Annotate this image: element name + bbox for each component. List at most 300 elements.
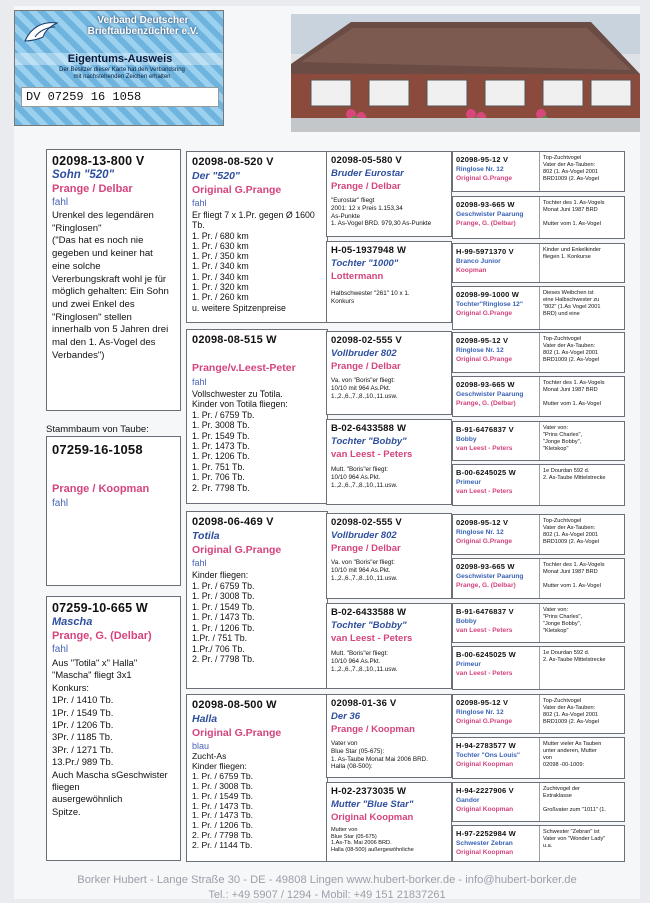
phone-footer: Tel.: +49 5907 / 1294 - Mobil: +49 151 21837261: [208, 889, 446, 901]
breeder-name: Prange / Delbar: [331, 181, 401, 192]
text-line: Tochter des 1. As-Vogels: [543, 562, 605, 568]
text-line: 2. Pr. / 1144 Tb.: [192, 840, 253, 851]
text-line: Zucht-As: [192, 751, 227, 761]
pigeon-name: Geschwister Paarung: [456, 573, 524, 580]
text-line: 2001: 12 x Preis 1.153,34: [331, 204, 403, 212]
text-line: Top-Zuchtvogel: [543, 336, 582, 342]
pigeon-name: Der 36: [331, 711, 361, 722]
text-line: Halbschwester "261" 10 x 1.: [331, 290, 410, 297]
ancestor-card: [326, 331, 452, 415]
text-line: Spitze.: [52, 805, 81, 817]
pigeon-name: Schwester Zebran: [456, 840, 513, 847]
ring-number: H-99-5971370 V: [456, 247, 514, 256]
card-id-section: [456, 518, 536, 545]
text-line: "Prins Charles",: [543, 614, 583, 621]
card-id-section: [456, 200, 536, 227]
text-line: As-Punkte: [331, 212, 361, 220]
description: [331, 466, 447, 489]
text-line: mal den 1. As-Vogel des: [52, 337, 156, 349]
description: [543, 380, 625, 408]
breeder-name: Prange, G. (Delbar): [456, 582, 516, 589]
card-divider: [539, 465, 540, 505]
text-line: und zwei Enkel des: [52, 298, 135, 310]
card-id-section: [456, 380, 536, 407]
text-line: Tochter des 1. As-Vogels: [543, 200, 605, 206]
card-id-section: [456, 468, 536, 495]
breeder-name: van Leest - Peters: [456, 670, 513, 677]
pigeon-name: Vollbruder 802: [331, 348, 397, 359]
pigeon-logo-icon: [21, 17, 61, 49]
text-line: Vater der As-Tauben:: [543, 162, 596, 169]
card-divider: [539, 647, 540, 689]
text-line: BRD1009 (2. As-Vogel: [543, 719, 599, 726]
text-line: 1. Pr. / 1473 Tb.: [192, 800, 253, 811]
text-line: Blue Star (05-675):: [331, 747, 385, 755]
text-line: Mutt. "Boris"er fliegt:: [331, 650, 388, 657]
description: [331, 377, 447, 400]
text-line: 1. Pr. 1206 Tb.: [192, 451, 250, 462]
feather-color: blau: [192, 741, 210, 751]
breeder-name: Original G.Prange: [456, 356, 513, 363]
text-line: Top-Zuchtvogel: [543, 698, 582, 704]
pigeon-name: Bobby: [456, 618, 477, 625]
text-line: 1.As-Tb. Mai 2006 BRD.: [331, 840, 392, 847]
text-line: 1. Pr. / 3008 Tb.: [192, 780, 253, 791]
feather-color: fahl: [192, 198, 207, 208]
text-line: Blue Star (05-675): [331, 833, 377, 840]
text-line: Mutter von: [331, 827, 358, 833]
breeder-name: van Leest - Peters: [456, 627, 513, 634]
text-line: Vater der As-Tauben:: [543, 525, 596, 532]
text-line: 1. Pr. / 1473 Tb.: [192, 810, 253, 821]
pigeon-name: Ringlose Nr. 12: [456, 529, 504, 536]
text-line: 1. Pr. 1473 Tb.: [192, 441, 250, 452]
ancestor-card: [326, 694, 452, 778]
text-line: innerhalb von 5 Jahren drei: [52, 324, 169, 336]
pedigree-page: [14, 6, 640, 899]
card-divider: [539, 197, 540, 238]
card-id-section: [456, 786, 536, 813]
pigeon-name: Tochter"Ringlose 12": [456, 301, 523, 308]
text-line: 1. Pr. / 6759 Tb.: [192, 580, 255, 591]
great-grandparent-card: [452, 514, 625, 555]
card-divider: [539, 422, 540, 460]
text-line: Mutter vom 1. As-Vogel: [543, 401, 601, 408]
description: [331, 559, 447, 582]
ring-number: 02098-13-800 V: [52, 154, 145, 168]
text-line: 1. Pr. 3008 Tb.: [192, 420, 250, 431]
pigeon-name: Halla: [192, 713, 218, 725]
text-line: 1. As-Taube Monat Mai 2006 BRD.: [331, 755, 428, 763]
text-line: Kinder und Enkelkinder: [543, 247, 601, 253]
text-line: Mutt. "Boris"er fliegt:: [331, 466, 388, 473]
ring-number: 02098-93-665 W: [456, 380, 515, 389]
text-line: 3Pr. / 1271 Tb.: [52, 743, 114, 755]
text-line: Urenkel des legendären: [52, 210, 154, 221]
feather-color: fahl: [52, 498, 69, 509]
text-line: [543, 394, 625, 401]
breeder-name: Original G.Prange: [192, 544, 282, 556]
text-line: 1. Pr. / 340 km: [192, 271, 249, 282]
great-grandparent-card: [452, 332, 625, 373]
text-line: [543, 800, 625, 807]
card-divider: [539, 377, 540, 416]
breeder-name: Original G.Prange: [192, 727, 282, 739]
pigeon-name: Der "520": [192, 170, 240, 182]
breeder-name: Lottermann: [331, 271, 384, 282]
feather-color: fahl: [192, 558, 207, 568]
card-sub-line: mit nachstehenden Zeichen erhalten: [73, 74, 171, 80]
text-line: ("Das hat es noch nie: [52, 235, 144, 247]
text-line: [543, 214, 625, 221]
text-line: Verbandes"): [52, 349, 105, 361]
card-sub-line: Der Besitzer dieser Karte hat den Verbandsring: [59, 67, 185, 73]
ring-number: 02098-08-520 V: [192, 156, 274, 168]
text-line: 1. Pr. / 630 km: [192, 240, 249, 251]
text-line: BRD1009 (2. As-Vogel: [543, 176, 599, 183]
ring-number: 02098-08-515 W: [192, 334, 277, 346]
text-line: 1. Pr. / 3008 Tb.: [192, 591, 255, 601]
ring-number: 02098-95-12 V: [456, 518, 509, 527]
text-line: Vater der As-Tauben:: [543, 705, 596, 712]
text-line: u.a.: [543, 843, 553, 850]
description: [543, 786, 625, 814]
breeder-name: Original G.Prange: [456, 175, 513, 182]
text-line: Vater von:: [543, 425, 569, 431]
pigeon-name: Primeur: [456, 661, 481, 668]
dam-sire-card: [186, 511, 328, 689]
pigeon-name: Mutter "Blue Star": [331, 799, 414, 810]
breeder-name: Original Koopman: [456, 761, 514, 768]
description: [543, 336, 625, 364]
pigeon-name: Geschwister Paarung: [456, 211, 524, 218]
ownership-card: [14, 10, 224, 126]
description: [543, 698, 625, 726]
ring-number: H-94-2227906 V: [456, 786, 514, 795]
description: [331, 197, 447, 228]
feather-color: fahl: [52, 197, 69, 208]
ring-number: H-94-2783577 W: [456, 741, 516, 750]
text-line: Auch Mascha sGeschwister: [52, 768, 168, 780]
text-line: 1.,2.,6.,7.,8.,10.,11.usw.: [331, 481, 398, 489]
text-line: Konkurs:: [52, 681, 89, 693]
great-grandparent-card: [452, 603, 625, 643]
contact-footer: Borker Hubert - Lange Straße 30 - DE - 49808 Lingen www.hubert-borker.de - info@hubert-borker.de: [77, 874, 577, 886]
text-line: von: [543, 755, 553, 762]
ring-number: H-02-2373035 W: [331, 786, 407, 797]
text-line: 1. As-Vogel BRD. 979,30 As-Punkte: [331, 220, 432, 228]
text-line: Vater von "Wonder Lady": [543, 836, 606, 843]
ring-number: B-91-6476837 V: [456, 425, 514, 434]
card-id-section: [456, 607, 536, 634]
dam-dam-card: [186, 694, 328, 862]
text-line: fliegen 1. Konkurse: [543, 254, 591, 261]
pigeon-name: Tochter "Bobby": [331, 620, 407, 631]
text-line: ausergewöhnlich: [52, 793, 123, 805]
text-line: eine Halbschwester zu: [543, 297, 600, 304]
ancestor-card: [326, 782, 452, 862]
text-line: Mutter vom 1. As-Vogel: [543, 221, 601, 228]
text-line: 802 (1. As-Vogel 2001: [543, 350, 599, 357]
breeder-name: van Leest - Peters: [331, 633, 413, 644]
great-grandparent-card: [452, 243, 625, 283]
text-line: Aus "Totila" x" Halla": [52, 657, 138, 668]
text-line: "Jonge Bobby",: [543, 621, 582, 628]
great-grandparent-card: [452, 196, 625, 239]
breeder-name: van Leest - Peters: [456, 488, 513, 495]
card-title: Eigentums-Ausweis: [15, 53, 224, 65]
text-line: Top-Zuchtvogel: [543, 518, 582, 524]
text-line: 1e Dourdan 592 d.: [543, 650, 590, 656]
description: [331, 290, 447, 306]
card-id-section: [456, 698, 536, 725]
card-divider: [539, 244, 540, 282]
breeder-name: Original Koopman: [456, 849, 514, 856]
description: [543, 829, 625, 850]
description: [543, 155, 625, 183]
ring-number: 02098-06-469 V: [192, 516, 274, 528]
text-line: 1. Pr. 1549 Tb.: [192, 430, 250, 441]
text-line: Va. von "Boris"er fliegt:: [331, 377, 395, 384]
text-line: 1. Pr. / 340 km: [192, 261, 249, 272]
text-line: Dieses Weibchen ist: [543, 290, 594, 296]
loft-photo: [291, 14, 640, 132]
text-line: BRD1009 (2. As-Vogel: [543, 357, 599, 364]
great-grandparent-card: [452, 782, 625, 822]
ring-number: B-00-6245025 W: [456, 468, 516, 477]
card-id-section: [456, 829, 536, 856]
card-id-section: [456, 562, 536, 589]
text-line: BRD) und eine: [543, 311, 580, 318]
text-line: Konkurs: [331, 297, 355, 305]
card-divider: [539, 826, 540, 861]
text-line: Extraklasse: [543, 793, 572, 800]
text-line: "Eurostar" fliegt: [331, 197, 375, 204]
text-line: 1. Pr. / 6759 Tb.: [192, 770, 253, 781]
text-line: u. weitere Spitzenpreise: [192, 302, 286, 313]
text-line: 10/10 mit 964 As.Pkt.: [331, 384, 391, 392]
card-organization: [65, 15, 221, 37]
text-line: "Ringlosen" stellen: [52, 311, 132, 323]
text-line: gegeben und keiner hat: [52, 248, 153, 260]
text-line: 802 (1. As-Vogel 2001: [543, 712, 599, 719]
pigeon-name: Tochter "Bobby": [331, 436, 407, 447]
description: [543, 290, 625, 318]
card-id-section: [456, 336, 536, 363]
ring-number: 02098-95-12 V: [456, 698, 509, 707]
great-grandparent-card: [452, 151, 625, 192]
text-line: 1.,2.,6.,7.,8.,10.,11.usw.: [331, 665, 398, 673]
breeder-name: Original G.Prange: [456, 538, 513, 545]
text-line: 1. Pr. / 1206 Tb.: [192, 820, 253, 831]
card-divider: [539, 783, 540, 821]
text-line: 1. Pr. / 6759 Tb.: [192, 409, 255, 420]
breeder-name: Prange / Koopman: [52, 483, 150, 495]
description: [52, 657, 175, 818]
text-line: Vater von:: [543, 607, 569, 613]
text-line: Mutter vieler As Tauben: [543, 741, 602, 747]
breeder-name: Prange / Koopman: [331, 724, 415, 735]
ancestor-card: [326, 419, 452, 505]
description: [543, 562, 625, 590]
ring-number: 02098-95-12 V: [456, 336, 509, 345]
ring-number: 02098-93-665 W: [456, 200, 515, 209]
card-id-section: [456, 650, 536, 677]
text-line: eine solche: [52, 260, 101, 272]
text-line: "Kletskop": [543, 446, 569, 453]
breeder-name: van Leest - Peters: [331, 449, 413, 460]
description: [192, 210, 322, 313]
text-line: "Jonge Bobby",: [543, 439, 582, 446]
breeder-name: Prange/v.Leest-Peter: [192, 362, 296, 374]
pigeon-name: Mascha: [52, 616, 93, 628]
text-line: 1.,2.,6.,7.,8.,10.,11.usw.: [331, 392, 398, 400]
text-line: 2. As-Taube Mittelstrecke: [543, 657, 606, 664]
text-line: 2. Pr. / 7798 Tb.: [192, 654, 255, 664]
description: [331, 740, 447, 771]
pedigree-label: Stammbaum von Taube:: [46, 424, 149, 435]
text-line: Monat Juni 1987 BRD: [543, 569, 598, 576]
pigeon-name: Vollbruder 802: [331, 530, 397, 541]
text-line: 10/10 964 As.Pkt.: [331, 657, 381, 665]
pigeon-name: Tochter "1000": [331, 258, 399, 269]
text-line: unter anderen, Mutter: [543, 748, 597, 755]
ancestor-card: [326, 151, 452, 237]
ring-number: H-05-1937948 W: [331, 245, 407, 256]
text-line: Vater der As-Tauben:: [543, 343, 596, 350]
ancestor-card: [326, 603, 452, 689]
ring-number: 07259-10-665 W: [52, 601, 148, 615]
breeder-name: Original G.Prange: [456, 718, 513, 725]
ring-number: 02098-02-555 V: [331, 335, 402, 346]
great-grandparent-card: [452, 286, 625, 330]
description: [192, 752, 322, 851]
great-grandparent-card: [452, 558, 625, 599]
ring-number: 02098-99-1000 W: [456, 290, 520, 299]
text-line: 802 (1. As-Vogel 2001: [543, 532, 599, 539]
breeder-name: Koopman: [456, 267, 487, 274]
father-card: [46, 149, 181, 411]
text-line: Halla (08-500) außergewöhnliche: [331, 846, 414, 853]
text-line: Mutter vom 1. As-Vogel: [543, 583, 601, 590]
pigeon-name: Branco Junior: [456, 258, 501, 265]
text-line: 1. Pr. 706 Tb.: [192, 472, 245, 483]
breeder-name: Original Koopman: [456, 806, 514, 813]
card-subtitle: [31, 67, 213, 81]
ring-number: 07259-16-1058: [52, 442, 143, 457]
text-line: 13.Pr./ 989 Tb.: [52, 756, 114, 768]
text-line: 1.Pr./ 706 Tb.: [192, 643, 245, 654]
text-line: "802" (1.As Vogel 2001: [543, 304, 601, 311]
text-line: 1. Pr. / 1549 Tb.: [192, 601, 255, 612]
feather-color: fahl: [192, 377, 207, 387]
text-line: 1Pr. / 1549 Tb.: [52, 706, 114, 718]
text-line: Kinder von Totila fliegen:: [192, 399, 288, 410]
breeder-name: Prange, G. (Delbar): [456, 400, 516, 407]
text-line: Halla (08-500):: [331, 763, 373, 771]
text-line: Schwester "Zebran" ist: [543, 829, 600, 835]
card-id-section: [456, 155, 536, 182]
breeder-name: Original G.Prange: [192, 184, 282, 196]
text-line: Vater von: [331, 740, 358, 747]
breeder-name: Original G.Prange: [456, 310, 513, 317]
breeder-name: Original Koopman: [331, 812, 414, 823]
ring-number: H-97-2252984 W: [456, 829, 516, 838]
ring-number: B-02-6433588 W: [331, 423, 407, 434]
card-org-line: Brieftaubenzüchter e.V.: [87, 26, 199, 37]
text-line: BRD1009 (2. As-Vogel: [543, 539, 599, 546]
ring-number: B-91-6476837 V: [456, 607, 514, 616]
subject-card: [46, 436, 181, 586]
ancestor-card: [326, 513, 452, 599]
text-line: 802 (1. As-Vogel 2001: [543, 169, 599, 176]
ring-number: B-00-6245025 W: [456, 650, 516, 659]
text-line: Monat Juni 1987 BRD: [543, 207, 598, 214]
pigeon-name: Ringlose Nr. 12: [456, 709, 504, 716]
text-line: 1. Pr. / 680 km: [192, 230, 249, 241]
breeder-name: van Leest - Peters: [456, 445, 513, 452]
breeder-name: Prange / Delbar: [331, 361, 401, 372]
ancestor-card: [326, 241, 452, 323]
pigeon-name: Totila: [192, 530, 220, 542]
text-line: 2. Pr. / 7798 Tb.: [192, 830, 253, 841]
description: [543, 518, 625, 546]
breeder-name: Prange / Delbar: [331, 543, 401, 554]
ring-number: B-02-6433588 W: [331, 607, 407, 618]
great-grandparent-card: [452, 376, 625, 417]
pigeon-name: Gandor: [456, 797, 480, 804]
text-line: möglich gehalten: Ein Sohn: [52, 286, 169, 298]
pigeon-name: Ringlose Nr. 12: [456, 166, 504, 173]
pigeon-name: Primeur: [456, 479, 481, 486]
ring-number: 02098-08-500 W: [192, 699, 277, 711]
text-line: Zuchtvogel der: [543, 786, 581, 792]
text-line: 1. Pr. / 320 km: [192, 282, 249, 293]
mother-card: [46, 596, 181, 861]
card-divider: [539, 559, 540, 598]
description: [192, 570, 322, 665]
sire-dam-card: [186, 329, 328, 504]
text-line: 1. Pr. / 1549 Tb.: [192, 790, 253, 801]
text-line: Kinder fliegen:: [192, 570, 249, 580]
text-line: 3Pr. / 1185 Tb.: [52, 731, 113, 743]
description: [543, 468, 625, 482]
text-line: 1Pr. / 1410 Tb.: [52, 694, 114, 706]
text-line: Kinder fliegen:: [192, 760, 247, 771]
ring-number: 02098-01-36 V: [331, 698, 397, 709]
card-id-section: [456, 425, 536, 452]
text-line: "Prins Charles",: [543, 432, 583, 439]
sire-sire-card: [186, 151, 328, 323]
card-divider: [539, 738, 540, 778]
text-line: Er fliegt 7 x 1.Pr. gegen Ø 1600: [192, 210, 315, 220]
description: [331, 650, 447, 673]
text-line: fliegen: [52, 781, 80, 793]
pigeon-name: Ringlose Nr. 12: [456, 347, 504, 354]
great-grandparent-card: [452, 421, 625, 461]
text-line: Va. von "Boris"er fliegt:: [331, 559, 395, 566]
pigeon-name: Bruder Eurostar: [331, 168, 404, 179]
text-line: 10/10 964 As.Pkt.: [331, 473, 381, 481]
great-grandparent-card: [452, 464, 625, 506]
great-grandparent-card: [452, 646, 625, 690]
card-divider: [539, 333, 540, 372]
pigeon-name: Bobby: [456, 436, 477, 443]
description: [543, 741, 625, 769]
text-line: 1. Pr. / 350 km: [192, 251, 249, 262]
text-line: 1Pr. / 1206 Tb.: [52, 719, 114, 731]
text-line: "Mascha" fliegt 3x1: [52, 669, 132, 681]
